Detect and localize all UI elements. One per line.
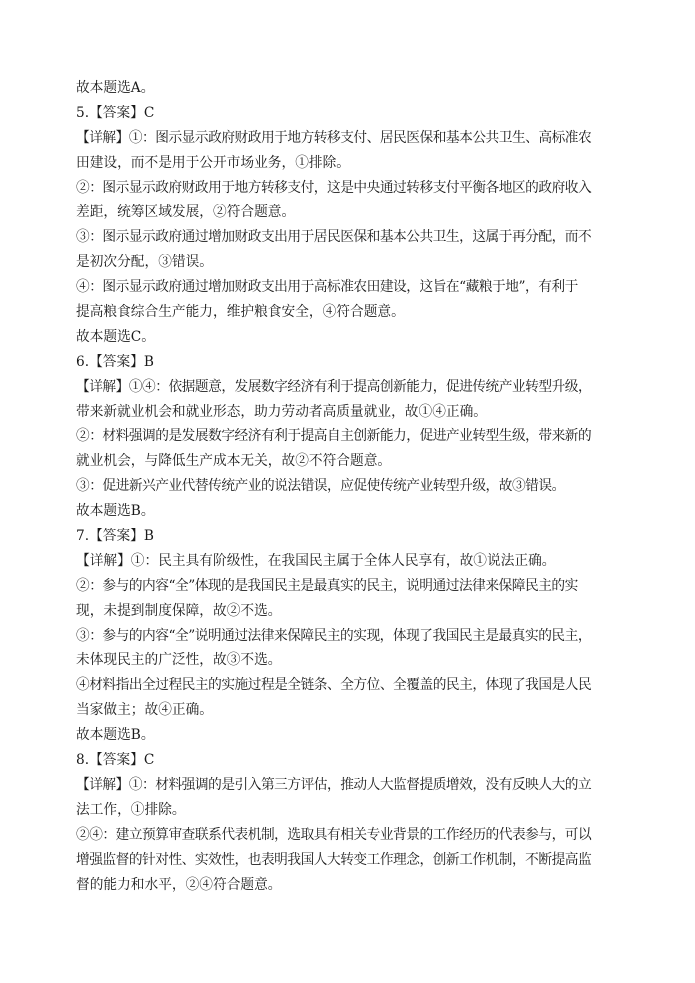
text-line: 是初次分配，③错误。 <box>76 254 213 271</box>
text-line: ③：图示显示政府通过增加财政支出用于居民医保和基本公共卫生，这属于再分配，而不 <box>76 229 592 246</box>
text-line: 故本题选C。 <box>76 328 155 345</box>
text-line: ②：图示显示政府财政用于地方转移支付，这是中央通过转移支付平衡各地区的政府收入 <box>76 179 592 196</box>
text-line: 【详解】①：民主具有阶级性，在我国民主属于全体人民享有，故①说法正确。 <box>76 552 556 569</box>
text-line: 督的能力和水平，②④符合题意。 <box>76 876 282 893</box>
text-line: 法工作，①排除。 <box>76 801 186 818</box>
text-line: ②：参与的内容“全”体现的是我国民主是最真实的民主，说明通过法律来保障民主的实 <box>76 577 578 594</box>
text-line: 【详解】①：材料强调的是引入第三方评估，推动人大监督提质增效，没有反映人大的立 <box>76 776 592 793</box>
text-line: ②：材料强调的是发展数字经济有利于提高自主创新能力，促进产业转型生级，带来新的 <box>76 428 592 445</box>
text-line: ④材料指出全过程民主的实施过程是全链条、全方位、全覆盖的民主，体现了我国是人民 <box>76 677 592 694</box>
text-line: 故本题选A。 <box>76 80 155 96</box>
document-page <box>76 76 636 897</box>
text-line: 5.【答案】C <box>76 104 155 121</box>
text-line: 8.【答案】C <box>76 752 155 769</box>
text-line: 故本题选B。 <box>76 727 155 744</box>
text-line: 未体现民主的广泛性，故③不选。 <box>76 652 282 669</box>
text-line: 增强监督的针对性、实效性，也表明我国人大转变工作理念，创新工作机制，不断提高监 <box>76 851 592 868</box>
text-line: 提高粮食综合生产能力，维护粮食安全，④符合题意。 <box>76 304 405 321</box>
text-line: 带来新就业机会和就业形态，助力劳动者高质量就业，故①④正确。 <box>76 403 487 420</box>
text-line: 当家做主；故④正确。 <box>76 702 213 719</box>
text-line: 田建设，而不是用于公开市场业务，①排除。 <box>76 154 350 171</box>
text-line: ②④：建立预算审查联系代表机制，选取具有相关专业背景的工作经历的代表参与，可以 <box>76 826 592 843</box>
text-line: ④：图示显示政府通过增加财政支出用于高标准农田建设，这旨在“藏粮于地”，有利于 <box>76 279 578 296</box>
text-line: 故本题选B。 <box>76 503 155 520</box>
text-line: 7.【答案】B <box>76 528 154 545</box>
text-line: 【详解】①：图示显示政府财政用于地方转移支付、居民医保和基本公共卫生、高标准农 <box>76 129 592 146</box>
text-line: 【详解】①④：依据题意，发展数字经济有利于提高创新能力，促进传统产业转型升级， <box>76 378 592 395</box>
text-line: 差距，统筹区域发展，②符合题意。 <box>76 204 296 221</box>
text-line: 就业机会，与降低生产成本无关，故②不符合题意。 <box>76 453 392 470</box>
text-line: ③：促进新兴产业代替传统产业的说法错误，应促使传统产业转型升级，故③错误。 <box>76 478 565 495</box>
text-line: 6.【答案】B <box>76 353 154 370</box>
text-line: ③：参与的内容“全”说明通过法律来保障民主的实现，体现了我国民主是最真实的民主， <box>76 627 592 644</box>
text-line: 现，未提到制度保障，故②不选。 <box>76 602 282 619</box>
